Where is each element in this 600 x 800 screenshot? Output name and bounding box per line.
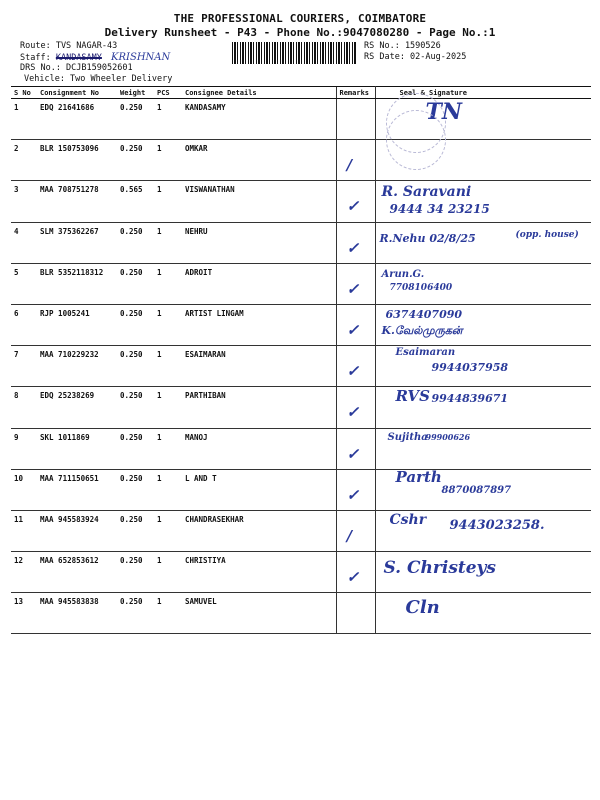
table-row: [11, 263, 591, 304]
staff-line: [20, 52, 170, 63]
handwritten-signature: R. Saravani: [381, 184, 472, 201]
row-consignee: L AND T: [182, 469, 336, 510]
row-consignee: VISWANATHAN: [182, 181, 336, 222]
row-signature-cell: [375, 387, 591, 428]
row-pcs: 1: [154, 99, 182, 140]
row-weight: 0.250: [117, 222, 154, 263]
row-pcs: 1: [154, 469, 182, 510]
table-row: [11, 99, 591, 140]
remark-mark: ✓: [346, 444, 360, 463]
row-remarks: [336, 304, 375, 345]
row-consignment-no: EDQ 21641686: [37, 99, 117, 140]
handwritten-note: 9944037958: [431, 361, 509, 375]
row-remarks: [336, 140, 375, 181]
row-sno: 9: [11, 428, 37, 469]
row-weight: 0.250: [117, 552, 154, 593]
row-consignee: NEHRU: [182, 222, 336, 263]
row-weight: 0.250: [117, 99, 154, 140]
vehicle-type: Vehicle: Two Wheeler Delivery: [24, 74, 173, 84]
company-title: THE PROFESSIONAL COURIERS, COIMBATORE: [173, 12, 427, 25]
row-pcs: 1: [154, 593, 182, 634]
row-signature-cell: [375, 222, 591, 263]
row-consignee: CHANDRASEKHAR: [182, 510, 336, 551]
staff-handwritten-name: KRISHNAN: [111, 52, 171, 63]
table-row: [11, 593, 591, 634]
row-pcs: 1: [154, 304, 182, 345]
handwritten-signature: Cshr: [389, 511, 427, 528]
remark-mark: ✓: [346, 568, 360, 587]
row-consignment-no: MAA 945583924: [37, 510, 117, 551]
staff-printed-name: KANDASAMY: [55, 53, 102, 63]
rs-number: RS No.: 1590526: [364, 41, 441, 51]
handwritten-signature: S. Christeys: [383, 558, 497, 579]
row-pcs: 1: [154, 387, 182, 428]
row-weight: 0.250: [117, 140, 154, 181]
row-sno: 1: [11, 99, 37, 140]
row-consignment-no: MAA 945583838: [37, 593, 117, 634]
handwritten-signature: Cln: [405, 597, 440, 619]
row-remarks: [336, 181, 375, 222]
row-remarks: [336, 346, 375, 387]
row-pcs: 1: [154, 428, 182, 469]
row-pcs: 1: [154, 263, 182, 304]
handwritten-note: 99900626: [425, 431, 471, 442]
col-consignment: Consignment No: [37, 87, 117, 99]
remark-mark: ✓: [346, 197, 360, 216]
row-consignment-no: BLR 150753096: [37, 140, 117, 181]
row-consignee: ARTIST LINGAM: [182, 304, 336, 345]
remark-mark: ✓: [346, 279, 360, 298]
row-remarks: [336, 99, 375, 140]
row-remarks: [336, 222, 375, 263]
row-signature-cell: [375, 469, 591, 510]
handwritten-signature: R.Nehu 02/8/25: [379, 231, 476, 245]
row-signature-cell: [375, 510, 591, 551]
row-sno: 6: [11, 304, 37, 345]
staff-label: Staff:: [20, 53, 51, 63]
handwritten-note: 9944839671: [431, 392, 509, 406]
row-weight: 0.250: [117, 593, 154, 634]
handwritten-note: (opp. house): [515, 229, 579, 240]
rs-date: RS Date: 02-Aug-2025: [364, 52, 467, 62]
row-weight: 0.250: [117, 263, 154, 304]
remark-mark: ✓: [346, 362, 360, 381]
table-row: [11, 222, 591, 263]
handwritten-signature: TN: [425, 99, 462, 125]
handwritten-signature: Arun.G.: [381, 268, 425, 280]
row-weight: 0.250: [117, 346, 154, 387]
row-consignee: ESAIMARAN: [182, 346, 336, 387]
seal-stamp: [386, 110, 446, 170]
row-sno: 3: [11, 181, 37, 222]
table-row: [11, 469, 591, 510]
table-row: [11, 428, 591, 469]
remark-mark: ✓: [346, 403, 360, 422]
table-row: [11, 387, 591, 428]
col-consignee: Consignee Details: [182, 87, 336, 99]
handwritten-note: 7708106400: [389, 282, 453, 293]
row-sno: 11: [11, 510, 37, 551]
row-consignee: ADROIT: [182, 263, 336, 304]
handwritten-note: 9444 34 23215: [389, 202, 490, 217]
row-sno: 2: [11, 140, 37, 181]
row-pcs: 1: [154, 346, 182, 387]
col-pcs: PCS: [154, 87, 182, 99]
handwritten-signature: RVS: [395, 387, 430, 406]
row-consignment-no: EDQ 25238269: [37, 387, 117, 428]
row-consignment-no: MAA 711150651: [37, 469, 117, 510]
handwritten-signature: Esaimaran: [395, 347, 456, 359]
col-signature: Seal & Signature: [375, 87, 591, 99]
row-weight: 0.250: [117, 510, 154, 551]
row-signature-cell: [375, 593, 591, 634]
table-row: [11, 304, 591, 345]
col-sno: S No: [11, 87, 37, 99]
row-sno: 8: [11, 387, 37, 428]
row-signature-cell: [375, 552, 591, 593]
row-remarks: [336, 510, 375, 551]
row-consignee: CHRISTIYA: [182, 552, 336, 593]
row-consignment-no: MAA 652853612: [37, 552, 117, 593]
handwritten-note: K.வேல்முருகன்: [381, 323, 463, 337]
row-signature-cell: [375, 346, 591, 387]
route-label: Route: TVS NAGAR-43: [20, 41, 118, 51]
row-consignment-no: MAA 710229232: [37, 346, 117, 387]
handwritten-signature: Sujitha: [387, 431, 428, 443]
barcode-graphic: [232, 42, 356, 64]
row-signature-cell: [375, 304, 591, 345]
row-consignee: OMKAR: [182, 140, 336, 181]
row-consignment-no: BLR 5352118312: [37, 263, 117, 304]
row-weight: 0.250: [117, 428, 154, 469]
row-sno: 13: [11, 593, 37, 634]
row-weight: 0.565: [117, 181, 154, 222]
row-consignee: MANOJ: [182, 428, 336, 469]
row-pcs: 1: [154, 222, 182, 263]
handwritten-note: 9443023258.: [449, 517, 545, 533]
row-consignee: SAMUVEL: [182, 593, 336, 634]
remark-mark: /: [346, 526, 352, 545]
handwritten-note: 8870087897: [441, 484, 512, 496]
row-sno: 7: [11, 346, 37, 387]
row-pcs: 1: [154, 181, 182, 222]
row-pcs: 1: [154, 140, 182, 181]
row-signature-cell: [375, 181, 591, 222]
remark-mark: ✓: [346, 485, 360, 504]
row-consignee: KANDASAMY: [182, 99, 336, 140]
remark-mark: ✓: [346, 238, 360, 257]
row-sno: 12: [11, 552, 37, 593]
table-row: [11, 552, 591, 593]
row-consignment-no: SKL 1011869: [37, 428, 117, 469]
row-remarks: [336, 263, 375, 304]
row-signature-cell: [375, 263, 591, 304]
row-weight: 0.250: [117, 304, 154, 345]
row-remarks: [336, 387, 375, 428]
row-pcs: 1: [154, 510, 182, 551]
row-consignment-no: RJP 1005241: [37, 304, 117, 345]
row-sno: 10: [11, 469, 37, 510]
runsheet-subtitle: Delivery Runsheet - P43 - Phone No.:9047080280 - Page No.:1: [104, 26, 496, 39]
table-header-row: [11, 87, 591, 99]
remark-mark: /: [346, 156, 352, 175]
row-remarks: [336, 552, 375, 593]
row-remarks: [336, 469, 375, 510]
remark-mark: ✓: [346, 320, 360, 339]
row-weight: 0.250: [117, 469, 154, 510]
row-remarks: [336, 428, 375, 469]
col-weight: Weight: [117, 87, 154, 99]
row-consignee: PARTHIBAN: [182, 387, 336, 428]
table-row: [11, 346, 591, 387]
handwritten-signature: 6374407090: [385, 307, 463, 321]
table-row: [11, 181, 591, 222]
row-weight: 0.250: [117, 387, 154, 428]
row-signature-cell: [375, 140, 591, 181]
table-row: [11, 510, 591, 551]
row-sno: 4: [11, 222, 37, 263]
row-signature-cell: [375, 428, 591, 469]
handwritten-signature: Parth: [395, 467, 442, 486]
row-remarks: [336, 593, 375, 634]
row-pcs: 1: [154, 552, 182, 593]
row-sno: 5: [11, 263, 37, 304]
row-consignment-no: SLM 375362267: [37, 222, 117, 263]
delivery-table: [11, 86, 591, 634]
drs-number: DRS No.: DCJB159052601: [20, 63, 133, 73]
table-row: [11, 140, 591, 181]
row-consignment-no: MAA 708751278: [37, 181, 117, 222]
col-remarks: Remarks: [336, 87, 375, 99]
